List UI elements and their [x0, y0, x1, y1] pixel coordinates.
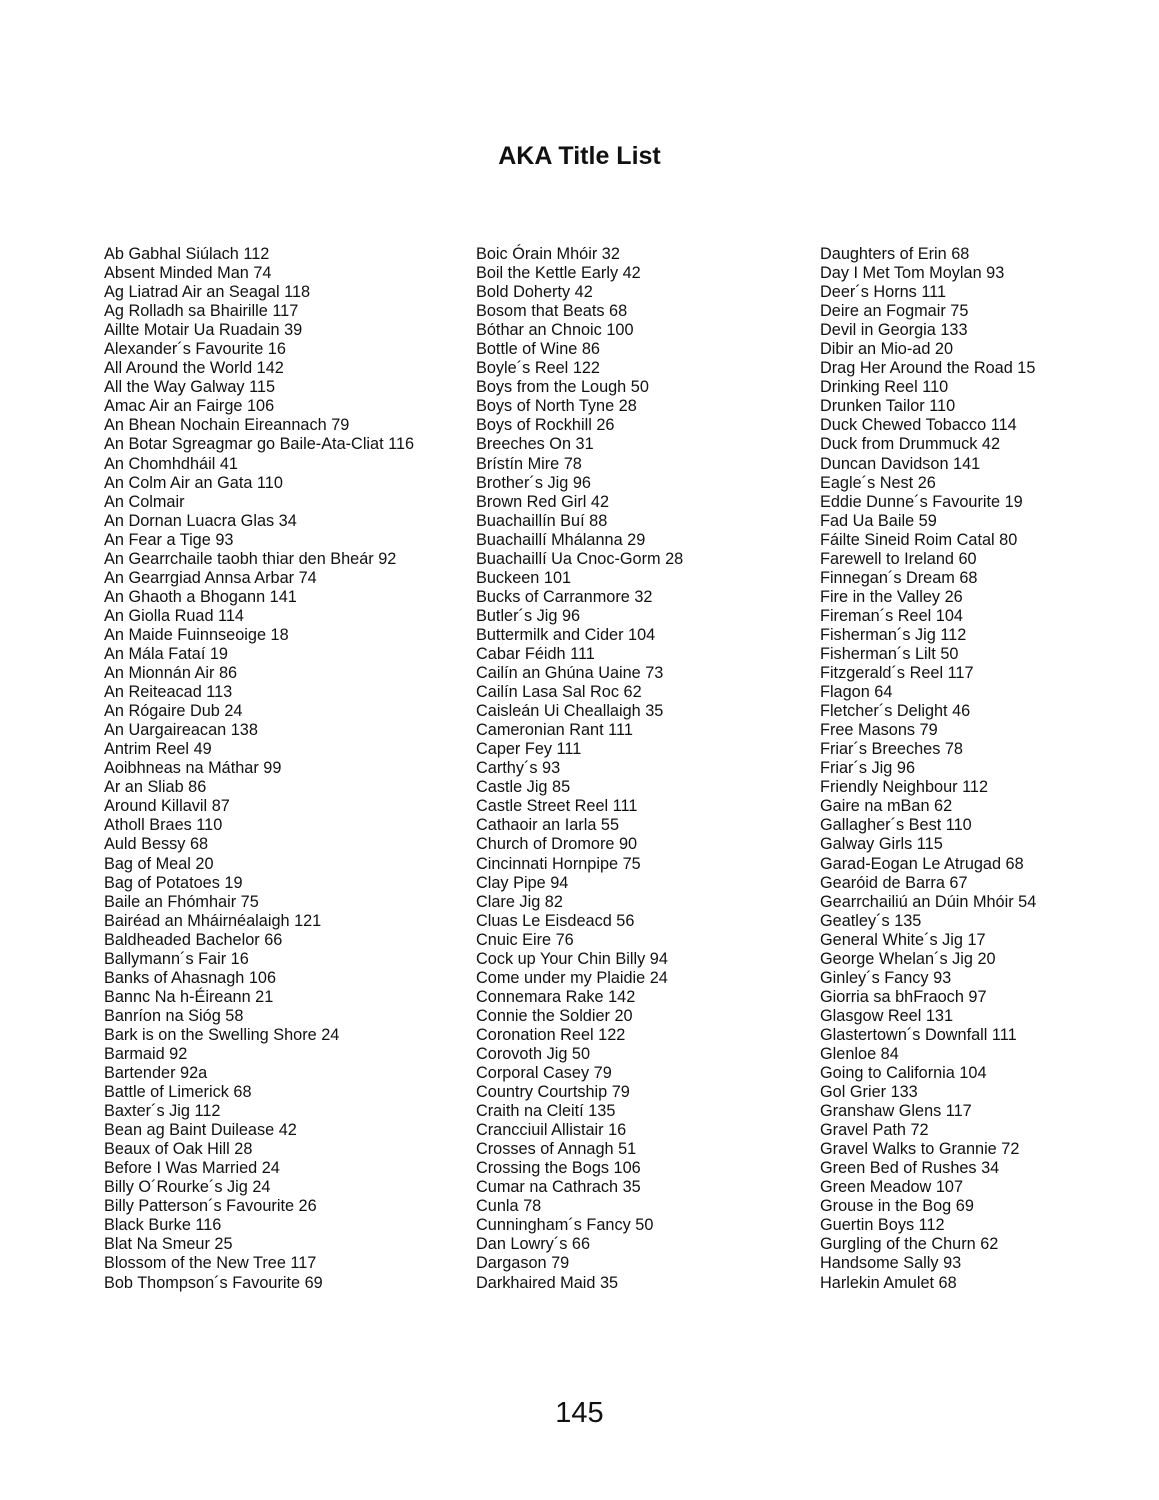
list-item: Fáilte Sineid Roim Catal 80 [820, 530, 1018, 549]
list-item: An Giolla Ruad 114 [104, 606, 244, 625]
list-item: Gravel Walks to Grannie 72 [820, 1140, 1020, 1159]
list-item: Coronation Reel 122 [476, 1025, 626, 1044]
list-item: An Maide Fuinnseoige 18 [104, 625, 289, 644]
list-item: Corovoth Jig 50 [476, 1044, 591, 1063]
list-item: Drinking Reel 110 [820, 378, 949, 397]
list-item: Bosom that Beats 68 [476, 302, 628, 321]
list-item: Handsome Sally 93 [820, 1254, 962, 1273]
list-item: Deer´s Horns 111 [820, 283, 947, 302]
list-item: Crossing the Bogs 106 [476, 1159, 641, 1178]
list-item: Crosses of Annagh 51 [476, 1140, 637, 1159]
list-item: Fad Ua Baile 59 [820, 511, 937, 530]
list-item: Buckeen 101 [476, 568, 572, 587]
list-item: Deire an Fogmair 75 [820, 302, 969, 321]
list-item: Cnuic Eire 76 [476, 930, 574, 949]
list-item: Breeches On 31 [476, 435, 594, 454]
list-item: Cameronian Rant 111 [476, 721, 633, 740]
list-item: An Fear a Tige 93 [104, 530, 234, 549]
list-item: Granshaw Glens 117 [820, 1102, 972, 1121]
list-item: Dargason 79 [476, 1254, 570, 1273]
list-item: Gearóid de Barra 67 [820, 873, 968, 892]
list-item: Church of Dromore 90 [476, 835, 638, 854]
list-item: Gravel Path 72 [820, 1121, 929, 1140]
list-item: Fireman´s Reel 104 [820, 606, 963, 625]
list-item: Brother´s Jig 96 [476, 473, 591, 492]
list-item: Auld Bessy 68 [104, 835, 209, 854]
list-item: Boic Órain Mhóir 32 [476, 245, 620, 263]
list-item: Crancciuil Allistair 16 [476, 1121, 627, 1140]
list-item: An Bhean Nochain Eireannach 79 [104, 416, 350, 435]
list-item: Ginley´s Fancy 93 [820, 968, 952, 987]
list-item: Boil the Kettle Early 42 [476, 264, 641, 283]
list-item: Cailín an Ghúna Uaine 73 [476, 664, 664, 683]
title-list-column-2 [476, 245, 806, 1293]
list-item: Black Burke 116 [104, 1216, 222, 1235]
list-item: Carthy´s 93 [476, 759, 561, 778]
list-item: Cumar na Cathrach 35 [476, 1178, 641, 1197]
list-item: Butler´s Jig 96 [476, 606, 581, 625]
list-item: Cluas Le Eisdeacd 56 [476, 911, 635, 930]
list-item: An Mála Fataí 19 [104, 644, 228, 663]
list-item: An Dornan Luacra Glas 34 [104, 511, 297, 530]
list-item: Antrim Reel 49 [104, 740, 212, 759]
list-item: Baxter´s Jig 112 [104, 1102, 221, 1121]
list-item: Duncan Davidson 141 [820, 454, 981, 473]
list-item: Gaire na mBan 62 [820, 797, 953, 816]
list-item: Bucks of Carranmore 32 [476, 587, 653, 606]
list-item: Connemara Rake 142 [476, 987, 636, 1006]
list-item: Before I Was Married 24 [104, 1159, 280, 1178]
list-item: Dibir an Mio-ad 20 [820, 340, 954, 359]
list-item: An Botar Sgreagmar go Baile-Ata-Cliat 116 [104, 435, 415, 454]
list-item: Bag of Meal 20 [104, 854, 214, 873]
list-item: An Ghaoth a Bhogann 141 [104, 587, 297, 606]
list-item: Ar an Sliab 86 [104, 778, 207, 797]
list-item: Ballymann´s Fair 16 [104, 949, 249, 968]
list-item: Bannc Na h-Éireann 21 [104, 987, 274, 1006]
list-item: Giorria sa bhFraoch 97 [820, 987, 987, 1006]
title-list-column-3 [820, 245, 1150, 1293]
list-item: Farewell to Ireland 60 [820, 549, 977, 568]
list-item: Dan Lowry´s 66 [476, 1235, 591, 1254]
list-item: Baldheaded Bachelor 66 [104, 930, 283, 949]
list-item: Grouse in the Bog 69 [820, 1197, 974, 1216]
list-item: Banríon na Sióg 58 [104, 1006, 244, 1025]
list-item: Cathaoir an Iarla 55 [476, 816, 620, 835]
list-item: Day I Met Tom Moylan 93 [820, 264, 1005, 283]
list-item: Cailín Lasa Sal Roc 62 [476, 683, 642, 702]
list-item: An Gearrgiad Annsa Arbar 74 [104, 568, 317, 587]
list-item: An Chomhdháil 41 [104, 454, 238, 473]
list-item: Finnegan´s Dream 68 [820, 568, 978, 587]
list-item: Amac Air an Fairge 106 [104, 397, 275, 416]
list-item: Bark is on the Swelling Shore 24 [104, 1025, 340, 1044]
list-item: Fitzgerald´s Reel 117 [820, 664, 974, 683]
list-item: Drunken Tailor 110 [820, 397, 956, 416]
list-item: An Mionnán Air 86 [104, 664, 238, 683]
list-item: Glastertown´s Downfall 111 [820, 1025, 1017, 1044]
list-item: Fletcher´s Delight 46 [820, 702, 971, 721]
list-item: Darkhaired Maid 35 [476, 1273, 619, 1292]
list-item: An Colmair [104, 492, 185, 511]
page-number: 145 [555, 1397, 604, 1429]
list-item: Caisleán Ui Cheallaigh 35 [476, 702, 664, 721]
list-item: Friendly Neighbour 112 [820, 778, 989, 797]
list-item: Bairéad an Mháirnéalaigh 121 [104, 911, 322, 930]
list-item: Gallagher´s Best 110 [820, 816, 972, 835]
list-item: Fisherman´s Jig 112 [820, 625, 967, 644]
list-item: Bob Thompson´s Favourite 69 [104, 1273, 323, 1292]
list-item: Come under my Plaidie 24 [476, 968, 668, 987]
list-item: Cabar Féidh 111 [476, 644, 595, 663]
list-item: Craith na Cleití 135 [476, 1102, 616, 1121]
list-item: Daughters of Erin 68 [820, 245, 970, 263]
list-item: Clay Pipe 94 [476, 873, 569, 892]
list-item: Bóthar an Chnoic 100 [476, 321, 634, 340]
list-item: Devil in Georgia 133 [820, 321, 968, 340]
list-item: Bean ag Baint Duilease 42 [104, 1121, 297, 1140]
list-item: Billy O´Rourke´s Jig 24 [104, 1178, 271, 1197]
list-item: Battle of Limerick 68 [104, 1083, 252, 1102]
list-item: Cunningham´s Fancy 50 [476, 1216, 654, 1235]
list-item: Brístín Mire 78 [476, 454, 582, 473]
list-item: Connie the Soldier 20 [476, 1006, 633, 1025]
page-title: AKA Title List [498, 142, 661, 170]
list-item: Galway Girls 115 [820, 835, 943, 854]
list-item: Gearrchailiú an Dúin Mhóir 54 [820, 892, 1037, 911]
list-item: An Reiteacad 113 [104, 683, 233, 702]
list-item: Flagon 64 [820, 683, 893, 702]
title-list-column-1 [104, 245, 464, 1293]
list-item: Billy Patterson´s Favourite 26 [104, 1197, 317, 1216]
list-item: Boys of Rockhill 26 [476, 416, 615, 435]
list-item: Barmaid 92 [104, 1044, 188, 1063]
list-item: Cunla 78 [476, 1197, 542, 1216]
list-item: Clare Jig 82 [476, 892, 563, 911]
list-item: Garad-Eogan Le Atrugad 68 [820, 854, 1024, 873]
list-item: Castle Street Reel 111 [476, 797, 638, 816]
list-item: Ab Gabhal Siúlach 112 [104, 245, 270, 263]
list-item: Guertin Boys 112 [820, 1216, 945, 1235]
list-item: Drag Her Around the Road 15 [820, 359, 1036, 378]
list-item: Boys of North Tyne 28 [476, 397, 637, 416]
list-item: Buachaillín Buí 88 [476, 511, 608, 530]
list-item: An Gearrchaile taobh thiar den Bheár 92 [104, 549, 397, 568]
list-item: Bottle of Wine 86 [476, 340, 600, 359]
list-item: Eagle´s Nest 26 [820, 473, 936, 492]
list-item: Boyle´s Reel 122 [476, 359, 600, 378]
list-item: Duck Chewed Tobacco 114 [820, 416, 1017, 435]
list-item: Friar´s Breeches 78 [820, 740, 963, 759]
list-item: Country Courtship 79 [476, 1083, 630, 1102]
list-item: Gurgling of the Churn 62 [820, 1235, 999, 1254]
list-item: General White´s Jig 17 [820, 930, 986, 949]
list-item: Absent Minded Man 74 [104, 264, 272, 283]
list-item: Alexander´s Favourite 16 [104, 340, 286, 359]
list-item: Beaux of Oak Hill 28 [104, 1140, 253, 1159]
list-item: Buachaillí Mhálanna 29 [476, 530, 646, 549]
list-item: Aoibhneas na Máthar 99 [104, 759, 282, 778]
list-item: Fire in the Valley 26 [820, 587, 963, 606]
list-item: Boys from the Lough 50 [476, 378, 649, 397]
list-item: Gol Grier 133 [820, 1083, 918, 1102]
list-item: Geatley´s 135 [820, 911, 922, 930]
list-item: Baile an Fhómhair 75 [104, 892, 259, 911]
list-item: George Whelan´s Jig 20 [820, 949, 996, 968]
list-item: Atholl Braes 110 [104, 816, 223, 835]
list-item: Glasgow Reel 131 [820, 1006, 954, 1025]
list-item: Blat Na Smeur 25 [104, 1235, 233, 1254]
list-item: An Uargaireacan 138 [104, 721, 258, 740]
list-item: Aillte Motair Ua Ruadain 39 [104, 321, 303, 340]
list-item: All the Way Galway 115 [104, 378, 276, 397]
list-item: Bag of Potatoes 19 [104, 873, 243, 892]
list-item: Eddie Dunne´s Favourite 19 [820, 492, 1023, 511]
list-item: Cock up Your Chin Billy 94 [476, 949, 668, 968]
list-item: Blossom of the New Tree 117 [104, 1254, 317, 1273]
list-item: An Colm Air an Gata 110 [104, 473, 283, 492]
list-item: Cincinnati Hornpipe 75 [476, 854, 641, 873]
list-item: Glenloe 84 [820, 1044, 899, 1063]
list-item: All Around the World 142 [104, 359, 284, 378]
list-item: Brown Red Girl 42 [476, 492, 610, 511]
list-item: Bold Doherty 42 [476, 283, 593, 302]
list-item: Banks of Ahasnagh 106 [104, 968, 276, 987]
list-item: Fisherman´s Lilt 50 [820, 644, 959, 663]
list-item: An Rógaire Dub 24 [104, 702, 243, 721]
list-item: Friar´s Jig 96 [820, 759, 915, 778]
list-item: Going to California 104 [820, 1064, 987, 1083]
list-item: Around Killavil 87 [104, 797, 230, 816]
list-item: Green Meadow 107 [820, 1178, 964, 1197]
list-item: Caper Fey 111 [476, 740, 582, 759]
list-item: Castle Jig 85 [476, 778, 571, 797]
list-item: Free Masons 79 [820, 721, 938, 740]
list-item: Green Bed of Rushes 34 [820, 1159, 1000, 1178]
list-item: Ag Liatrad Air an Seagal 118 [104, 283, 311, 302]
list-item: Corporal Casey 79 [476, 1064, 612, 1083]
list-item: Buachaillí Ua Cnoc-Gorm 28 [476, 549, 684, 568]
list-item: Harlekin Amulet 68 [820, 1273, 957, 1292]
list-item: Buttermilk and Cider 104 [476, 625, 656, 644]
list-item: Bartender 92a [104, 1064, 208, 1083]
list-item: Duck from Drummuck 42 [820, 435, 1001, 454]
list-item: Ag Rolladh sa Bhairille 117 [104, 302, 299, 321]
